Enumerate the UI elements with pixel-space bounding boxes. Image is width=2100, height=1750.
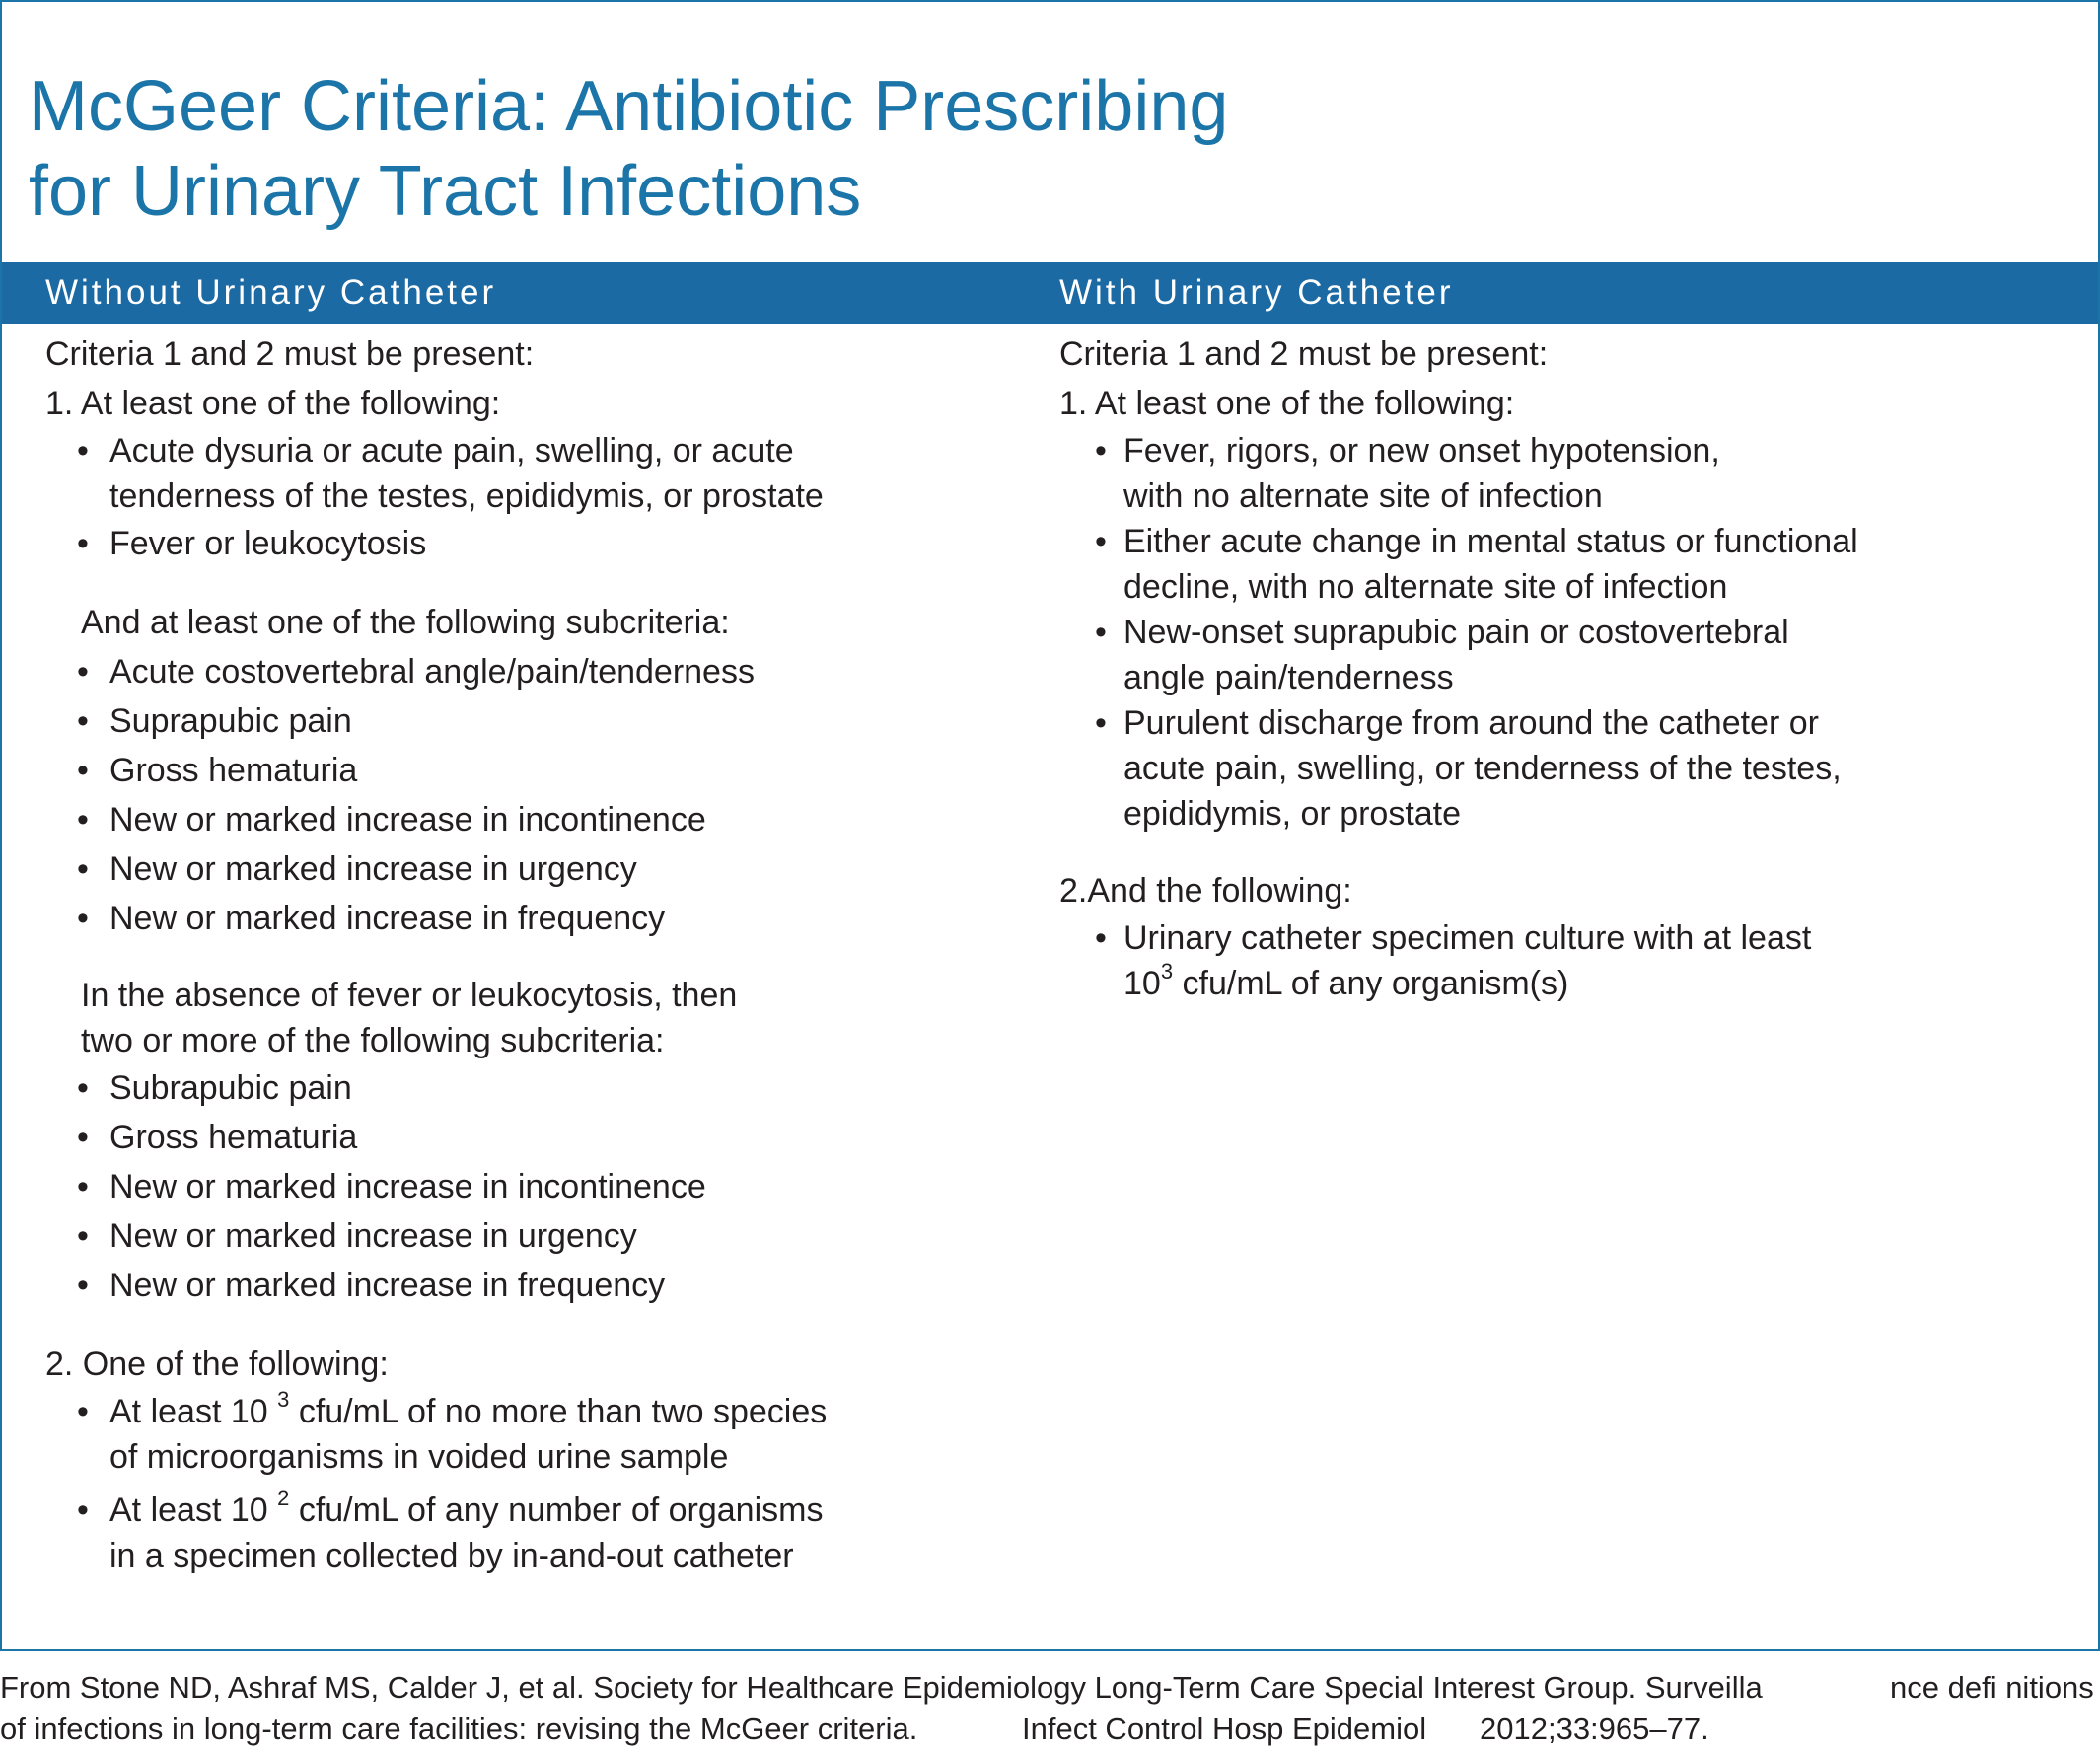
bullet-icon: • [77, 752, 89, 789]
bullet-icon: • [1095, 919, 1107, 957]
subcriteria-heading-text: two or more of the following subcriteria: [81, 1022, 665, 1059]
list-item [45, 844, 827, 894]
right-intro: Criteria 1 and 2 must be present: [1059, 335, 1549, 373]
right-criterion-2-heading: 2.And the following: [1059, 872, 1352, 910]
list-item-text: with no alternate site of infection [1123, 477, 1603, 515]
list-item-text: Either acute change in mental status or functional [1123, 523, 1858, 560]
list-item-text: tenderness of the testes, epididymis, or prostate [109, 477, 824, 515]
list-item [45, 795, 827, 844]
list-item [45, 1386, 828, 1480]
bullet-icon: • [77, 653, 89, 691]
list-item-text: At least 10 $^3$ cfu/mL of no more than two species [109, 1386, 828, 1430]
list-item-text: Urinary catheter specimen culture with at least [1123, 919, 1812, 957]
list-item-text: Subrapubic pain [109, 1069, 352, 1107]
left-criterion-1-heading: 1. At least one of the following: [45, 385, 501, 422]
list-item-text: decline, with no alternate site of infection [1123, 568, 1728, 606]
list-item [45, 519, 827, 568]
bullet-icon: • [77, 525, 89, 562]
right-criterion-1-heading: 1. At least one of the following: [1059, 385, 1515, 422]
list-item-text: At least 10 $^2$ cfu/mL of any number of organisms [109, 1485, 824, 1529]
column-header-band [2, 262, 2098, 324]
bullet-icon: • [77, 432, 89, 470]
bullet-icon: • [77, 1393, 89, 1430]
list-item-text: Acute costovertebral angle/pain/tenderness [109, 653, 755, 691]
list-item-text: New or marked increase in incontinence [109, 801, 706, 839]
left-column [45, 329, 827, 1578]
list-item-text: $10^3$ cfu/mL of any organism(s) [1123, 958, 1569, 1002]
list-item [45, 647, 827, 696]
citation-line-2: of infections in long-term care facilities: revising the McGeer criteria. [0, 1712, 918, 1746]
subcriteria-list-2 [45, 1063, 827, 1310]
right-column [1059, 329, 1858, 1006]
list-item-text: Purulent discharge from around the catheter or [1123, 704, 1819, 742]
right-column-header: With Urinary Catheter [1059, 273, 1454, 312]
left-column-header: Without Urinary Catheter [45, 273, 497, 312]
left-intro: Criteria 1 and 2 must be present: [45, 335, 535, 373]
list-item-text: acute pain, swelling, or tenderness of the testes, [1123, 750, 1842, 787]
subcriteria-heading-text: In the absence of fever or leukocytosis, then [81, 977, 738, 1014]
list-item [45, 1113, 827, 1162]
subcriteria-list [45, 647, 827, 943]
list-item [45, 1063, 827, 1113]
bullet-icon: • [1095, 704, 1107, 742]
list-item-text: New or marked increase in frequency [109, 900, 666, 937]
list-item [45, 428, 827, 519]
list-item [1059, 610, 1858, 700]
list-item-text: Fever, rigors, or new onset hypotension, [1123, 432, 1720, 470]
list-item-text: Gross hematuria [109, 752, 358, 789]
citation-line-1-end: nce defi nitions [1890, 1670, 2094, 1705]
list-item [45, 1211, 827, 1261]
list-item [45, 746, 827, 795]
list-item [45, 696, 827, 746]
list-item-text: Acute dysuria or acute pain, swelling, or acute [109, 432, 794, 470]
bullet-icon: • [77, 1168, 89, 1205]
list-item-text: New or marked increase in frequency [109, 1267, 666, 1304]
page-title [29, 64, 1607, 234]
bullet-icon: • [77, 1217, 89, 1255]
bullet-icon: • [77, 801, 89, 839]
list-item [1059, 519, 1858, 610]
left-criterion-2-heading: 2. One of the following: [45, 1346, 389, 1383]
list-item [45, 1261, 827, 1310]
citation-volume: 2012;33:965–77. [1480, 1712, 1709, 1746]
list-item [45, 894, 827, 943]
title-line-2: for Urinary Tract Infections [29, 152, 862, 231]
list-item-text: Fever or leukocytosis [109, 525, 427, 562]
list-item-text: Gross hematuria [109, 1119, 358, 1156]
list-item-text: angle pain/tenderness [1123, 659, 1454, 696]
citation-journal: Infect Control Hosp Epidemiol [1022, 1712, 1427, 1746]
list-item-text: epididymis, or prostate [1123, 795, 1462, 833]
subcriteria-heading: And at least one of the following subcriteria: [81, 604, 730, 641]
source-citation [0, 1667, 2100, 1750]
list-item [45, 1162, 827, 1211]
list-item-text: New or marked increase in incontinence [109, 1168, 706, 1205]
list-item-text: Suprapubic pain [109, 702, 352, 740]
bullet-icon: • [77, 1267, 89, 1304]
bullet-icon: • [77, 850, 89, 888]
bullet-icon: • [77, 900, 89, 937]
bullet-icon: • [77, 1119, 89, 1156]
bullet-icon: • [77, 1492, 89, 1529]
bullet-icon: • [77, 702, 89, 740]
bullet-icon: • [1095, 432, 1107, 470]
list-item [1059, 700, 1858, 837]
subcriteria-heading-2 [45, 973, 827, 1063]
list-item-text: of microorganisms in voided urine sample [109, 1438, 729, 1476]
list-item-text: in a specimen collected by in-and-out catheter [109, 1537, 794, 1574]
list-item [1059, 428, 1858, 519]
bullet-icon: • [77, 1069, 89, 1107]
bullet-icon: • [1095, 614, 1107, 651]
list-item-text: New or marked increase in urgency [109, 850, 637, 888]
bullet-icon: • [1095, 523, 1107, 560]
title-line-1: McGeer Criteria: Antibiotic Prescribing [29, 67, 1229, 146]
citation-line-1: From Stone ND, Ashraf MS, Calder J, et al. Society for Healthcare Epidemiology Long-Term Care Special Interest Group. Surveilla [0, 1670, 1763, 1705]
list-item [45, 1485, 827, 1578]
list-item-text: New or marked increase in urgency [109, 1217, 637, 1255]
list-item [1059, 915, 1858, 1006]
list-item-text: New-onset suprapubic pain or costovertebral [1123, 614, 1789, 651]
